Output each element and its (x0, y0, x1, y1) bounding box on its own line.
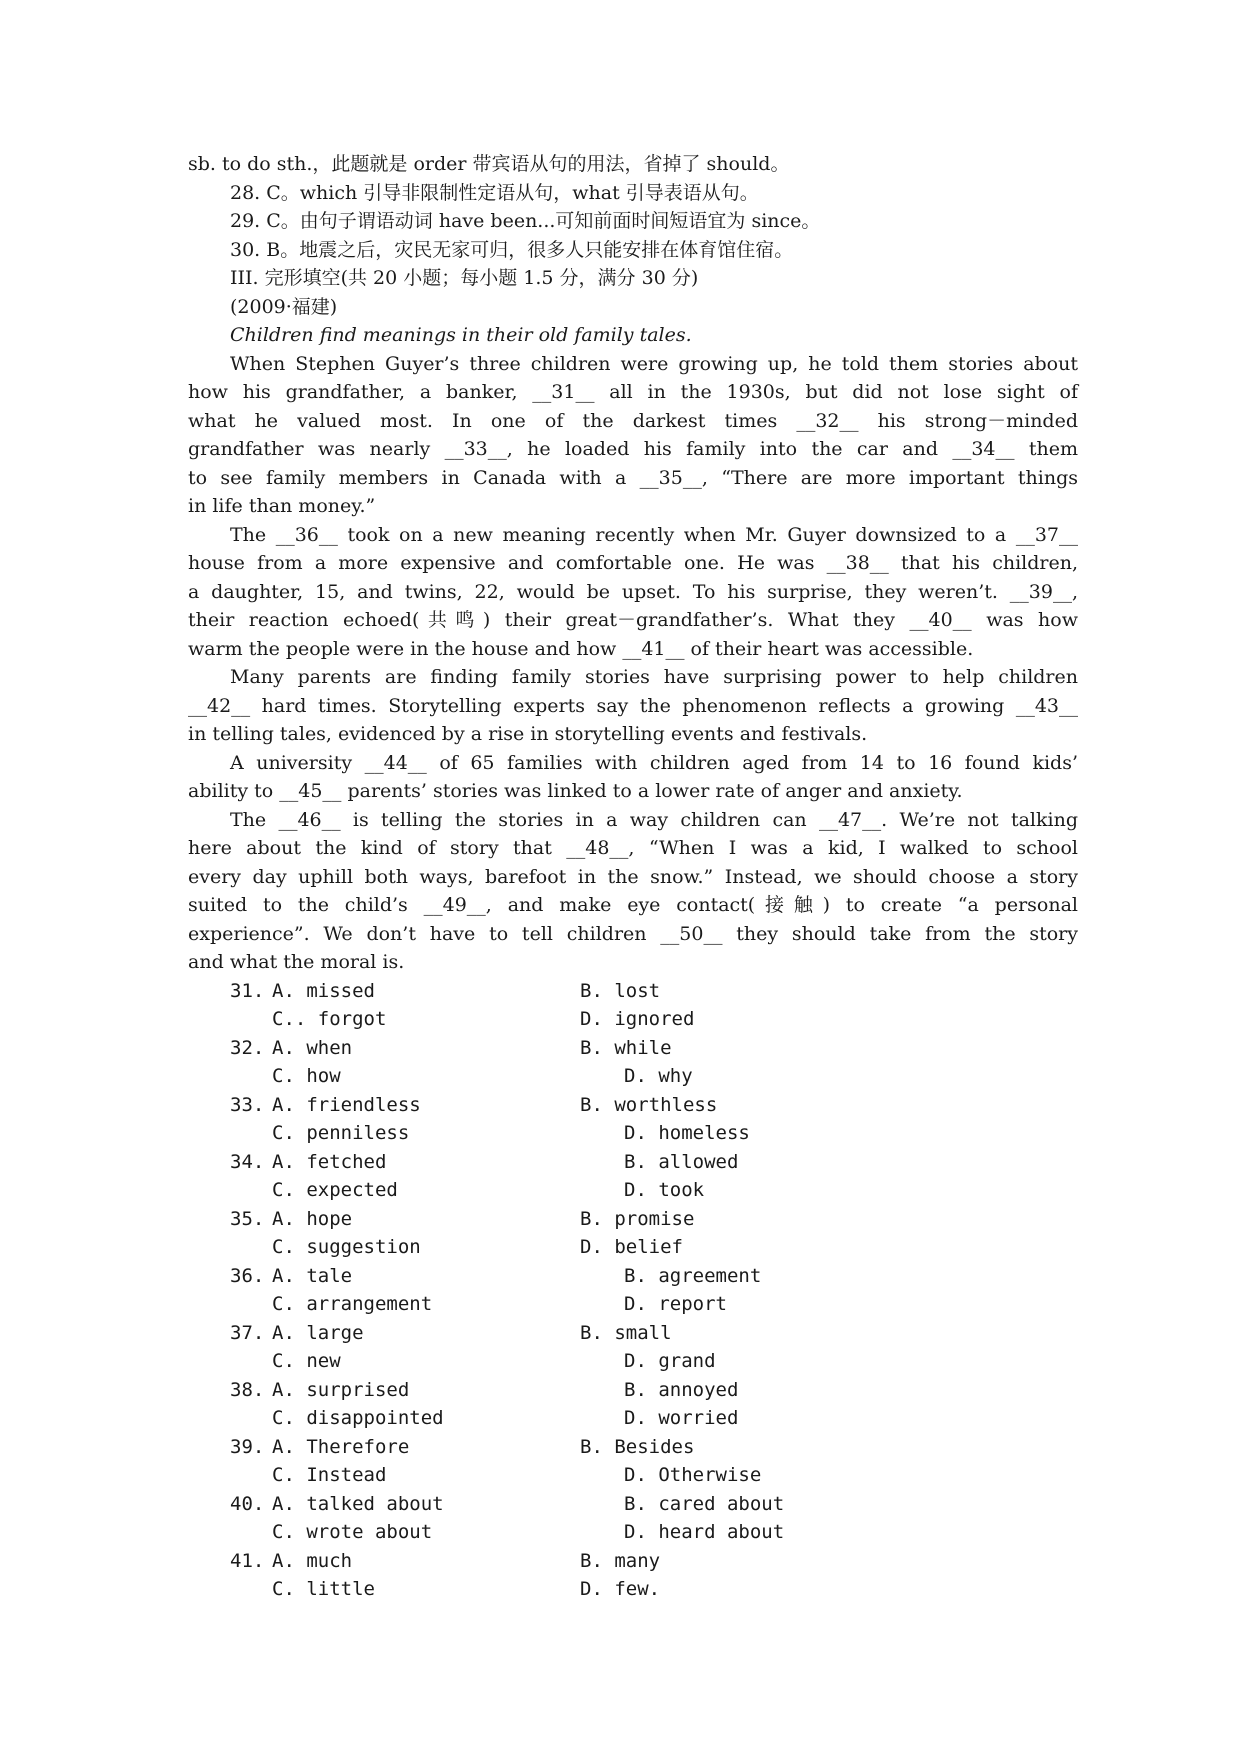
option-row (188, 1290, 1078, 1319)
option-b: B. small (580, 1321, 672, 1344)
option-row (188, 1433, 1078, 1462)
option-d: D. why (624, 1065, 693, 1087)
passage-line: in telling tales, evidenced by a rise in storytelling events and festivals. (188, 723, 868, 745)
passage-line: here about the kind of story that __48__, “When I was a kid, I walked to school (188, 837, 1078, 859)
question-number: 33. (230, 1093, 265, 1116)
question-number: 38. (230, 1378, 265, 1401)
option-row (188, 1404, 1078, 1433)
option-row (188, 1319, 1078, 1348)
option-c: C. how (272, 1065, 341, 1087)
option-b: B. cared about (624, 1492, 785, 1515)
option-d: D. few. (580, 1578, 661, 1600)
option-c: C. Instead (272, 1464, 387, 1486)
option-d: D. Otherwise (624, 1464, 762, 1486)
option-row (188, 1091, 1078, 1120)
option-d: D. homeless (624, 1122, 750, 1144)
option-d: D. took (624, 1179, 705, 1201)
option-b: B. promise (580, 1207, 695, 1230)
option-row (188, 1062, 1078, 1091)
option-d: D. belief (580, 1236, 683, 1258)
options-list (188, 977, 1078, 1604)
option-b: B. Besides (580, 1435, 695, 1458)
option-row (188, 1148, 1078, 1177)
option-b: B. lost (580, 979, 661, 1002)
document-page (188, 150, 1078, 1604)
option-c: C.. forgot (272, 1008, 387, 1030)
intro-line-1: sb. to do sth.，此题就是 order 带宾语从句的用法，省掉了 should。 (188, 153, 790, 175)
passage-line: a daughter, 15, and twins, 22, would be upset. To his surprise, they weren’t. __39__, (188, 580, 1078, 603)
option-d: D. ignored (580, 1008, 695, 1030)
question-number: 31. (230, 979, 265, 1002)
option-row (188, 1518, 1078, 1547)
passage-line: A university __44__ of 65 families with children aged from 14 to 16 found kids’ (230, 751, 1078, 774)
option-row (188, 1233, 1078, 1262)
option-a: A. surprised (272, 1378, 410, 1401)
option-a: A. missed (272, 979, 375, 1002)
answer-30: 30. B。地震之后，灾民无家可归，很多人只能安排在体育馆住宿。 (230, 238, 794, 261)
option-c: C. penniless (272, 1122, 410, 1144)
option-a: A. when (272, 1036, 353, 1059)
question-number: 39. (230, 1435, 265, 1458)
option-c: C. new (272, 1350, 341, 1372)
option-b: B. annoyed (624, 1378, 739, 1401)
passage-line: house from a more expensive and comfortable one. He was __38__ that his children, (188, 552, 1078, 574)
passage-line: how his grandfather, a banker, __31__ all in the 1930s, but did not lose sight of (188, 381, 1078, 403)
option-b: B. agreement (624, 1264, 762, 1287)
question-number: 40. (230, 1492, 265, 1515)
option-row (188, 1376, 1078, 1405)
passage-body (188, 350, 1078, 977)
option-a: A. tale (272, 1264, 353, 1287)
source-label: (2009·福建) (230, 295, 338, 318)
answer-28: 28. C。which 引导非限制性定语从句，what 引导表语从句。 (230, 181, 759, 204)
question-number: 32. (230, 1036, 265, 1059)
passage-line: warm the people were in the house and how __41__ of their heart was accessible. (188, 637, 974, 660)
option-b: B. allowed (624, 1150, 739, 1173)
passage-line: suited to the child’s __49__, and make eye contact(接触) to create “a personal (188, 894, 1078, 916)
option-row (188, 1347, 1078, 1376)
option-b: B. while (580, 1036, 672, 1059)
option-d: D. grand (624, 1350, 716, 1372)
passage-title: Children find meanings in their old family tales. (230, 324, 692, 346)
option-b: B. worthless (580, 1093, 718, 1116)
option-row (188, 1119, 1078, 1148)
passage-line: grandfather was nearly __33__, he loaded his family into the car and __34__ them (188, 438, 1078, 460)
option-c: C. arrangement (272, 1293, 433, 1315)
option-row (188, 1262, 1078, 1291)
question-number: 35. (230, 1207, 265, 1230)
option-a: A. fetched (272, 1150, 387, 1173)
passage-line: to see family members in Canada with a __35__, “There are more important things (188, 466, 1078, 489)
question-number: 34. (230, 1150, 265, 1173)
option-c: C. little (272, 1578, 375, 1600)
option-c: C. suggestion (272, 1236, 421, 1258)
option-row (188, 1205, 1078, 1234)
option-row (188, 977, 1078, 1006)
option-a: A. much (272, 1549, 353, 1572)
option-a: A. Therefore (272, 1435, 410, 1458)
option-row (188, 1176, 1078, 1205)
passage-line: their reaction echoed(共鸣) their great－grandfather’s. What they __40__ was how (188, 609, 1078, 631)
option-b: B. many (580, 1549, 661, 1572)
option-a: A. hope (272, 1207, 353, 1230)
passage-line: every day uphill both ways, barefoot in the snow.” Instead, we should choose a story (188, 865, 1078, 888)
passage-line: ability to __45__ parents’ stories was linked to a lower rate of anger and anxiety. (188, 780, 963, 802)
section-heading: III. 完形填空(共 20 小题；每小题 1.5 分，满分 30 分) (230, 267, 699, 289)
option-a: A. talked about (272, 1492, 444, 1515)
passage-line: The __36__ took on a new meaning recently when Mr. Guyer downsized to a __37__ (230, 523, 1078, 546)
option-d: D. worried (624, 1407, 739, 1429)
option-c: C. wrote about (272, 1521, 433, 1543)
passage-line: and what the moral is. (188, 951, 405, 973)
passage-line: Many parents are finding family stories have surprising power to help children (230, 666, 1078, 688)
question-number: 41. (230, 1549, 265, 1572)
passage-line: in life than money.” (188, 495, 376, 517)
option-a: A. friendless (272, 1093, 421, 1116)
question-number: 36. (230, 1264, 265, 1287)
option-c: C. disappointed (272, 1407, 444, 1429)
option-row (188, 1461, 1078, 1490)
option-d: D. report (624, 1293, 727, 1315)
passage-line: what he valued most. In one of the darkest times __32__ his strong－minded (188, 409, 1078, 432)
question-number: 37. (230, 1321, 265, 1344)
option-c: C. expected (272, 1179, 398, 1201)
option-row (188, 1575, 1078, 1604)
passage-line: When Stephen Guyer’s three children were growing up, he told them stories about (230, 352, 1078, 375)
answer-29: 29. C。由句子谓语动词 have been...可知前面时间短语宜为 since。 (230, 210, 821, 232)
option-row (188, 1005, 1078, 1034)
option-row (188, 1547, 1078, 1576)
option-row (188, 1034, 1078, 1063)
option-d: D. heard about (624, 1521, 785, 1543)
option-a: A. large (272, 1321, 364, 1344)
passage-line: The __46__ is telling the stories in a way children can __47__. We’re not talking (230, 808, 1078, 831)
passage-line: __42__ hard times. Storytelling experts say the phenomenon reflects a growing __43__ (188, 694, 1078, 717)
option-row (188, 1490, 1078, 1519)
passage-line: experience”. We don’t have to tell children __50__ they should take from the story (188, 922, 1078, 945)
